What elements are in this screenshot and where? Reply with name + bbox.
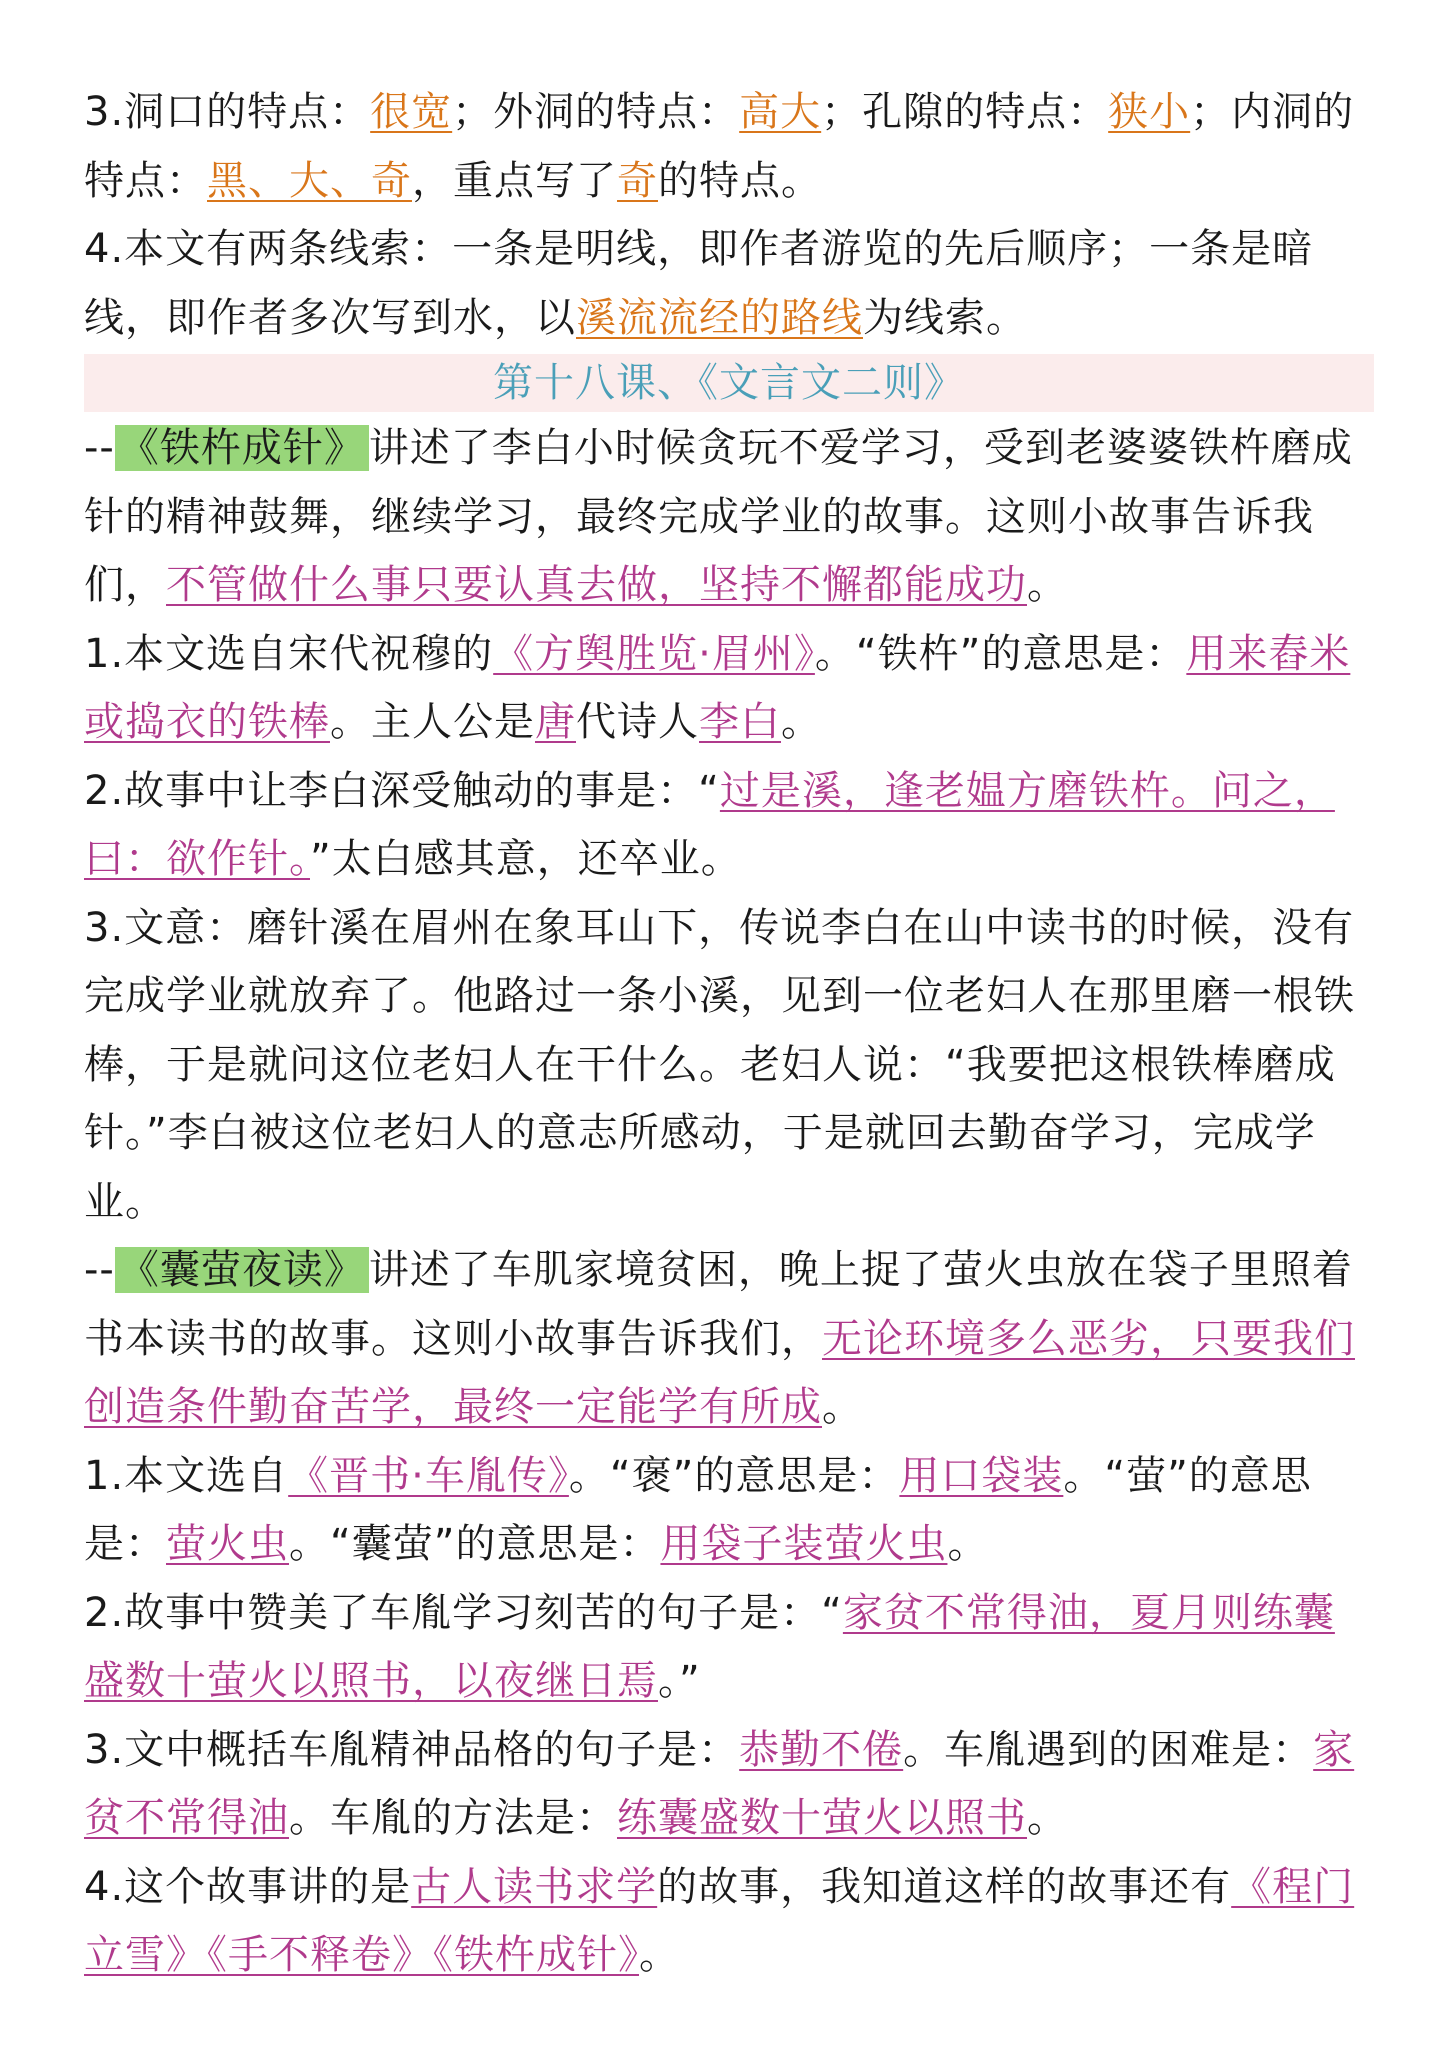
text: 为线索。 bbox=[863, 294, 1027, 341]
text: 。主人公是 bbox=[330, 699, 535, 745]
answer: 李白 bbox=[699, 699, 781, 745]
answer: 用来舂米或捣衣的铁棒 bbox=[84, 630, 1351, 745]
text: 讲述了车肌家境贫困，晚上捉了萤火虫放在袋子里照着书本读书的故事。这则小故事告诉我们， bbox=[84, 1247, 1353, 1362]
text: ；外洞的特点： bbox=[452, 89, 740, 135]
answer: 黑、大、奇 bbox=[207, 157, 412, 204]
text: 4.这个故事讲的是 bbox=[84, 1863, 412, 1910]
answer: 不管做什么事只要认真去做，坚持不懈都能成功 bbox=[166, 562, 1027, 608]
text: 。“萤”的意思是： bbox=[84, 1452, 1312, 1567]
text: 2.故事中赞美了车胤学习刻苦的句子是：“ bbox=[84, 1589, 843, 1636]
answer: 古人读书求学 bbox=[411, 1863, 658, 1910]
answer: 高大 bbox=[739, 89, 822, 135]
text: 。“铁杵”的意思是： bbox=[814, 630, 1187, 677]
paragraph-story2-intro bbox=[84, 1236, 1374, 1442]
text: ；内洞的特点： bbox=[84, 89, 1355, 204]
answer: 《程门立雪》《手不释卷》《铁杵成针》 bbox=[84, 1863, 1355, 1978]
paragraph-story1-meaning: 3.文意：磨针溪在眉州在象耳山下，传说李白在山中读书的时候，没有完成学业就放弃了。他路过一条小溪，见到一位老妇人在那里磨一根铁棒，于是就问这位老妇人在干什么。老妇人说：“我要把这根铁棒磨成针。”李白被这位老妇人的意志所感动，于是就回去勤奋学习，完成学业。 bbox=[84, 904, 1355, 1225]
answer: 很宽 bbox=[370, 89, 453, 135]
text: 1.本文选自 bbox=[84, 1452, 289, 1499]
answer: 练囊盛数十萤火以照书 bbox=[617, 1795, 1027, 1841]
answer: 用袋子装萤火虫 bbox=[660, 1521, 948, 1567]
lesson-title: 第十八课、《文言文二则》 bbox=[84, 354, 1374, 412]
text: 1.本文选自宋代祝穆的 bbox=[84, 630, 494, 677]
paragraph-story2-q2 bbox=[84, 1579, 1374, 1716]
answer: 萤火虫 bbox=[166, 1521, 289, 1567]
text: 。车胤的方法是： bbox=[289, 1795, 617, 1841]
text: -- bbox=[84, 1247, 115, 1293]
paragraph-story1-q2 bbox=[84, 757, 1374, 894]
answer: 过是溪，逢老媪方磨铁杵。问之，曰：欲作针。 bbox=[84, 767, 1335, 882]
paragraph-story2-q3 bbox=[84, 1716, 1374, 1853]
paragraph-story1-intro bbox=[84, 414, 1374, 620]
text: ，重点写了 bbox=[412, 157, 617, 204]
text: 的故事，我知道这样的故事还有 bbox=[657, 1863, 1232, 1910]
text: 讲述了李白小时候贪玩不爱学习，受到老婆婆铁杵磨成针的精神鼓舞，继续学习，最终完成学业的故事。这则小故事告诉我们， bbox=[84, 425, 1353, 608]
text: 。 bbox=[1027, 562, 1068, 608]
answer: 《方舆胜览·眉州》 bbox=[493, 630, 815, 677]
text: 2.故事中让李白深受触动的事是：“ bbox=[84, 767, 720, 814]
paragraph-story2-q4 bbox=[84, 1853, 1374, 1990]
answer: 溪流流经的路线 bbox=[576, 294, 863, 341]
text: 。 bbox=[947, 1521, 989, 1567]
text: 3.文中概括车胤精神品格的句子是： bbox=[84, 1726, 740, 1773]
answer: 用口袋装 bbox=[899, 1452, 1064, 1499]
answer: 家贫不常得油 bbox=[84, 1726, 1355, 1841]
text: ；孔隙的特点： bbox=[821, 89, 1109, 135]
text: 代诗人 bbox=[576, 699, 699, 745]
story-title-highlight: 《铁杵成针》 bbox=[115, 425, 369, 471]
paragraph-clues bbox=[84, 215, 1374, 352]
answer: 狭小 bbox=[1108, 89, 1191, 135]
text: ”太白感其意，还卒业。 bbox=[310, 836, 742, 882]
text: -- bbox=[84, 425, 115, 471]
text: 。 bbox=[781, 699, 822, 745]
paragraph-cave-features bbox=[84, 78, 1374, 215]
text: 。 bbox=[639, 1932, 680, 1978]
answer: 《晋书·车胤传》 bbox=[288, 1452, 569, 1499]
document-content bbox=[84, 78, 1374, 1990]
story-title-highlight: 《囊萤夜读》 bbox=[115, 1247, 369, 1293]
answer: 奇 bbox=[617, 157, 658, 204]
text: 。 bbox=[822, 1384, 863, 1430]
text: 的特点。 bbox=[658, 157, 822, 204]
answer: 唐 bbox=[535, 699, 576, 745]
text: 。“囊萤”的意思是： bbox=[289, 1521, 661, 1567]
paragraph-story2-q1 bbox=[84, 1442, 1374, 1579]
text: 。“褒”的意思是： bbox=[568, 1452, 900, 1499]
text: 3.洞口的特点： bbox=[84, 89, 371, 135]
answer: 家贫不常得油，夏月则练囊盛数十萤火以照书，以夜继日焉 bbox=[84, 1589, 1335, 1704]
text: 。” bbox=[658, 1658, 701, 1704]
answer: 无论环境多么恶劣，只要我们创造条件勤奋苦学，最终一定能学有所成 bbox=[84, 1315, 1355, 1430]
paragraph-story1-q1 bbox=[84, 620, 1374, 757]
text: 。车胤遇到的困难是： bbox=[903, 1726, 1314, 1773]
text: 4.本文有两条线索：一条是明线，即作者游览的先后顺序；一条是暗线，即作者多次写到水，以 bbox=[84, 226, 1314, 341]
answer: 恭勤不倦 bbox=[739, 1726, 904, 1773]
text: 。 bbox=[1027, 1795, 1068, 1841]
